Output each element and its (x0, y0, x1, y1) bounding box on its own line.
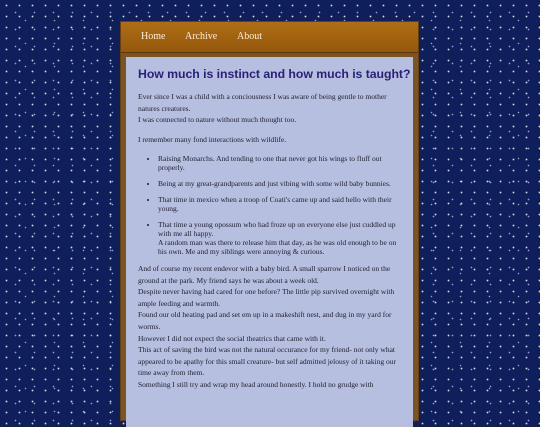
story-line: However I did not expect the social theatrics that came with it. (138, 333, 326, 343)
list-item: • Being at my great-grandparents and just vibing with some wild baby bunnies. (158, 179, 401, 188)
intro-line-2: I was connected to nature without much thought too. (138, 115, 297, 124)
intro-line-1: Ever since I was a child with a conciousness I was aware of being gentle to mother natures creatures. (138, 92, 387, 113)
story-line: Something I still try and wrap my head around honestly. I hold no grudge with (138, 379, 374, 389)
fond-memories-text: I remember many fond interactions with wildlife. (138, 134, 287, 144)
opossum-extra-text: A random man was there to release him that day, as he was old enough to be on his own. Me and my siblings were annoying & curious. (158, 238, 397, 256)
top-nav (121, 22, 418, 53)
post-content (126, 57, 413, 427)
story-line: Despite never having had cared for one before? The little pip survived overnight with ample feeding and warmth. (138, 287, 395, 308)
intro-paragraph (138, 91, 401, 126)
story-line: Found our old heating pad and set em up in a makeshift nest, and dug in my yard for worms. (138, 310, 392, 331)
page-container (120, 21, 419, 421)
nav-about-link[interactable]: About (237, 31, 262, 42)
story-line: This act of saving the bird was not the natural occurance for my friend- not only what appeared to be apathy for this small creature- but self admitted jelousy of it taking our time away from them. (138, 345, 397, 378)
memories-list (138, 154, 401, 256)
post-title: How much is instinct and how much is taught? (138, 67, 411, 81)
nav-home-link[interactable]: Home (141, 31, 166, 42)
list-item: • Raising Monarchs. And tending to one that never got his wings to fluff out properly. (158, 154, 401, 172)
story-line: And of course my recent endevor with a baby bird. A small sparrow I noticed on the ground at the park. My friend says he was about a week old. (138, 264, 391, 285)
nav-archive-link[interactable]: Archive (185, 31, 218, 42)
list-item (158, 220, 401, 256)
opossum-text: That time a young opossum who had froze up on everyone else just cuddled up with me all happy. (158, 220, 396, 238)
list-item: • That time in mexico when a troop of Coati's came up and said hello with their young. (158, 195, 401, 213)
story-section (138, 263, 401, 391)
